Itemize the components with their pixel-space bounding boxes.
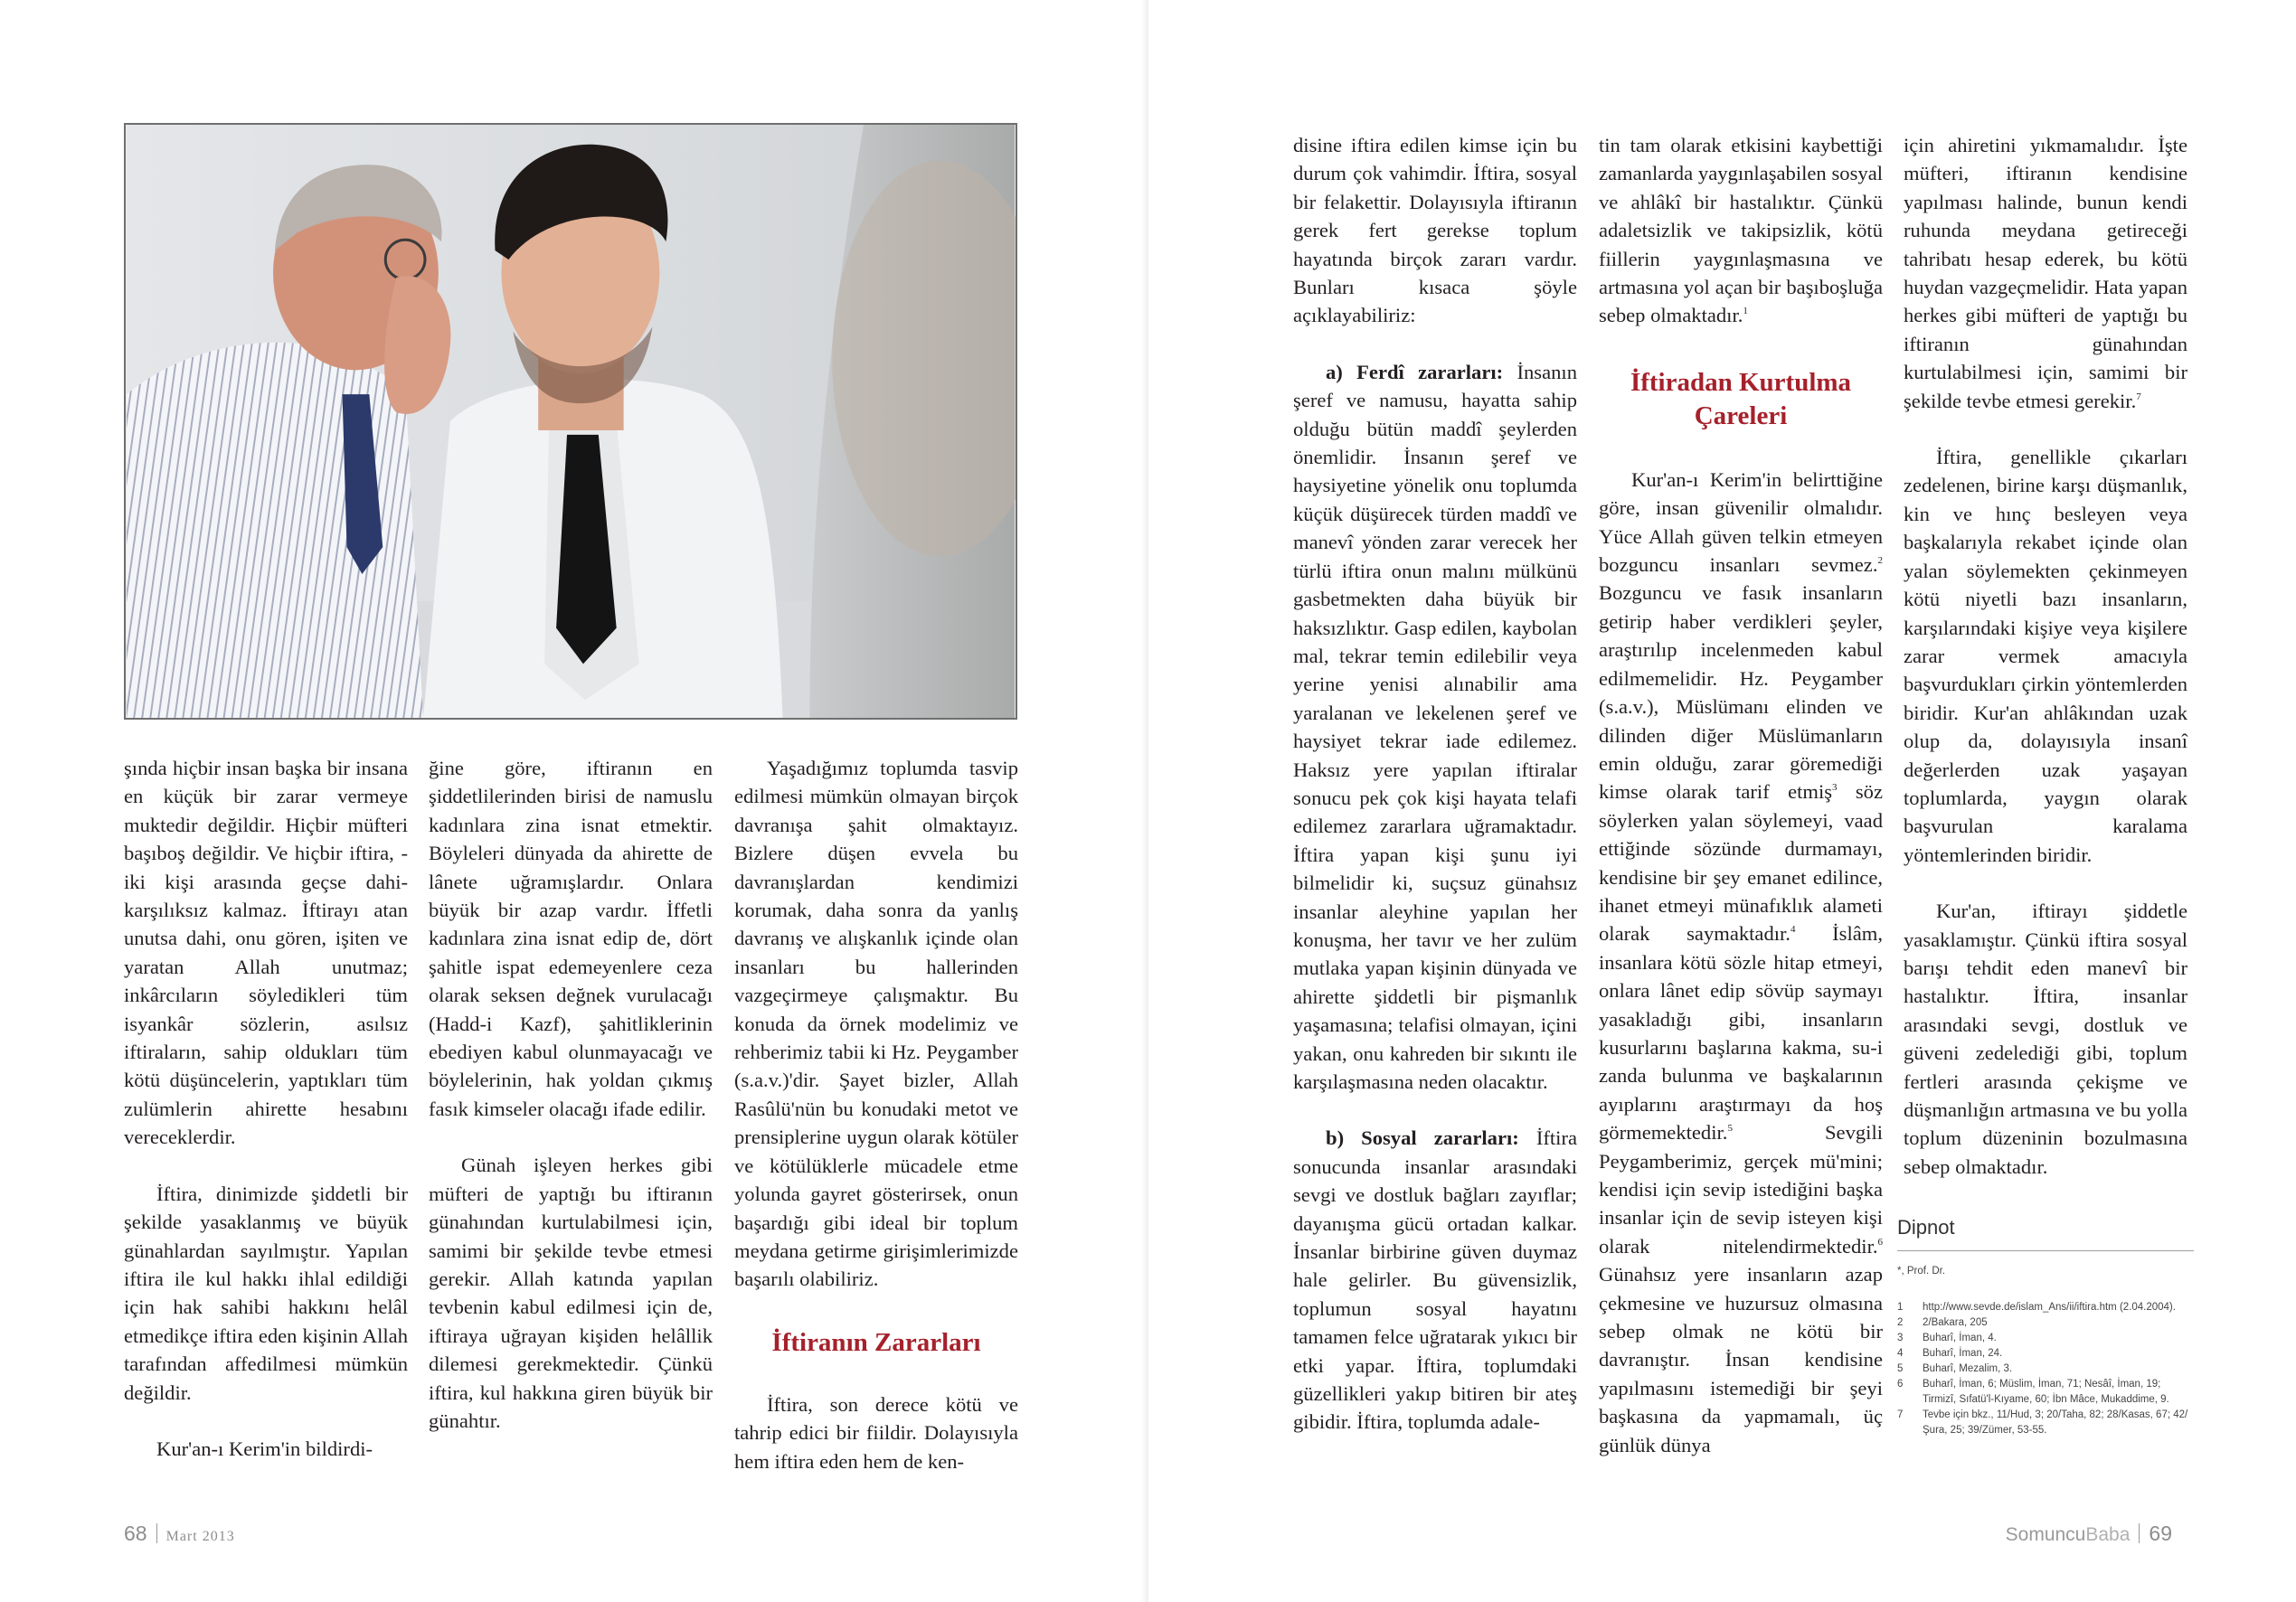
footnote-item (1897, 1362, 2194, 1377)
text-segment: İslâm, insanlara kötü sözle hitap etmeyi, onlara lânet edip sövüp saymayı yasakladığı gibi, insanların kusurlarını başlarına kakma, su-i zanda bulunma ve başkalarının ayıplarını araştırmayı da hoş görmemektedir. (1599, 922, 1884, 1145)
footnote-ref: 6 (1877, 1236, 1883, 1248)
footnotes-title: Dipnot (1897, 1216, 2194, 1251)
footnote-item (1897, 1300, 2194, 1315)
footnote-text: Buharî, Mezalim, 3. (1923, 1363, 2013, 1374)
text-segment: Kur'an-ı Kerim'in belirttiğine göre, insan güvenilir olmalıdır. Yüce Allah güven telkin etmeyen bozguncu insanları sevmez. (1599, 467, 1883, 577)
left-column-1 (124, 754, 408, 1463)
page-number: 69 (2149, 1522, 2172, 1545)
footnote-number: 2 (1897, 1317, 1904, 1328)
paragraph: a) Ferdî zararları: İnsanın şeref ve namusu, hayatta sahip olduğu bütün maddî şeylerden önemlidir. İnsanın şeref ve haysiyetine yönelik onu toplumda küçük düşürecek türden maddî ve manevî yönden zarar verecek her türlü iftira onun malını mülkünü gasbetmekten daha büyük bir haksızlıktır. Gasp edilen, kaybolan mal, tekrar temin edilebilir veya yerine yenisi alınabilir ama yaralanan ve lekelenen şeref ve haysiyet tekrar iade edilemez. Haksız yere yapılan iftiralar sonucu pek çok kişi hayata telafi edilemez zararlara uğramaktadır. İftira yapan kişi şunu iyi bilmelidir ki, suçsuz günahsız insanlar aleyhine yapılan her konuşma, her tavır ve her zulüm mutlaka yapan kişinin dünyada ve ahirette şiddetli bir pişmanlık yaşamasına; telafisi olmayan, içini yakan, onu kahreden bir sıkıntı ile karşılaşmasına neden olacaktır. (1293, 360, 1577, 1093)
right-column-2 (1599, 131, 1883, 1459)
article-photo (124, 123, 1017, 720)
footnote-number: 3 (1897, 1333, 1904, 1343)
paragraph: ğine göre, iftiranın en şiddetlilerinden birisi de namuslu kadınlara zina isnat etmektir. Böyleleri dünyada da ahirette de lânete uğramışlardır. Onlara büyük bir azap vardır. İffetli kadınlara zina isnat edip de, dört şahitle ispat edemeyenlere ceza olarak seksen değnek vurulacağı (Hadd-i Kazf), şahitliklerinin ebediyen kabul olunmayacağı ve böylelerinin, hak yoldan çıkmış fasık kimseler olacağı ifade edilir. (429, 757, 713, 1120)
footnote-text: Buharî, İman, 6; Müslim, İman, 71; Nesâî, İman, 19; Tirmizî, Sıfatü'l-Kıyame, 60; İbn Mâce, Mukaddime, 9. (1923, 1379, 2169, 1405)
footnotes (1897, 1216, 2194, 1438)
footnote-text: http://www.sevde.de/islam_Ans/ii/iftira.htm (2.04.2004). (1923, 1302, 2176, 1313)
paragraph: Günah işleyen herkes gibi müfteri de yaptığı bu iftiranın günahından kurtulabilmesi için, samimi bir şekilde tevbe etmesi gerekir. Allah katında yapılan tevbenin kabul edilmesi için de, iftiraya uğrayan kişiden helâllik dilemesi gerekmektedir. Çünkü iftira, kul hakkına giren büyük bir günahtır. (429, 1154, 713, 1432)
text-segment: Sevgili Peygamberimiz, gerçek mü'mini; kendisi için sevip istediğini başka insanlar için de sevip isteyen kişi olarak nitelendirmektedir. (1599, 1121, 1883, 1258)
footnote-number: 7 (1897, 1409, 1904, 1420)
footnote-number: 1 (1897, 1302, 1904, 1313)
paragraph: İftira, son derece kötü ve tahrip edici bir fiildir. Dolayısıyla hem iftira eden hem de ken- (734, 1392, 1018, 1473)
right-column-1 (1293, 131, 1577, 1437)
footnote-list (1897, 1300, 2194, 1438)
footnote-item (1897, 1408, 2194, 1438)
footnote-item (1897, 1331, 2194, 1346)
paragraph: Kur'an-ı Kerim'in bildirdi- (156, 1437, 373, 1460)
paragraph: İftira, genellikle çıkarları zedelenen, birine karşı düşmanlık, kin ve hınç besleyen veya başkalarıyla rekabet içinde olan yalan söylemekten çekinmeyen kötü niyetli bazı insanların, karşılarındaki kişiye veya kişilere zarar vermek amacıyla başvurdukları çirkin yöntemlerden biridir. Kur'an ahlâkından uzak olup da, dolayısıyla insanî değerlerden uzak yaşayan toplumlarda, yaygın olarak başvurulan karalama yöntemlerinden biridir. (1904, 446, 2187, 866)
two-men-whispering-photo (126, 125, 1016, 718)
footnote-text: Buharî, İman, 4. (1923, 1333, 1997, 1343)
paragraph: disine iftira edilen kimse için bu durum çok vahimdir. İftira, sosyal bir felakettir. Dolayısıyla iftiranın gerek fert gerekse toplum hayatında birçok zararı vardır. Bunları kısaca şöyle açıklayabiliriz: (1293, 134, 1577, 327)
footnote-text: 2/Bakara, 205 (1923, 1317, 1988, 1328)
text-segment: söz söylerken yalan söylemeyi, vaad ettiğinde sözünde durmamayı, kendisine bir şey emanet edilince, ihanet etmeyi münafıklık alameti olarak saymaktadır. (1599, 780, 1883, 946)
footnote-ref: 2 (1877, 555, 1883, 567)
footnote-number: 4 (1897, 1348, 1904, 1359)
paragraph: için ahiretini yıkmamalıdır. İşte müfteri, iftiranın kendisine yapılması halinde, bunun kendi ruhunda meydana getireceği tahribatı hesap ederek, bu kötü huydan vazgeçmelidir. Hata yapan herkes gibi müfteri de yaptığı bu iftiranın günahından kurtulabilmesi için, samimi bir şekilde tevbe etmesi gerekir.$^7$ (1904, 134, 2187, 412)
text-segment: Günahsız yere insanların azap çekmesine ve huzursuz olmasına sebep olmak ne kötü bir davranıştır. İnsan kendisine yapılmasını istemediği bir şeyi başkasına da yapmamalı, üç günlük dünya (1599, 1263, 1883, 1456)
paragraph (1599, 466, 1883, 1459)
footnote-ref: 1 (1743, 306, 1748, 317)
paragraph: b) Sosyal zararları: İftira sonucunda insanlar arasındaki sevgi ve dostluk bağları zayıflar; dayanışma gücü ortadan kalkar. İnsanlar birbirine güven duymaz hale gelirler. Bu güvensizlik, toplumun sosyal hayatını tamamen felce uğratarak yıkıcı bir etki yapar. İftira, toplumdaki güzellikleri yakıp bitiren bir ateş gibidir. İftira, toplumda adale- (1293, 1126, 1577, 1434)
paragraph: tin tam olarak etkisini kaybettiği zamanlarda yaygınlaşabilen sosyal ve ahlâkî bir hastalıktır. Çünkü adaletsizlik ve takipsizlik, kötü fiillerin yaygınlaşmasına ve artmasına yol açan bir başıboşluğa sebep olmaktadır.$^1$ (1599, 134, 1883, 327)
magazine-logo: SomuncuBaba (2005, 1524, 2131, 1545)
left-column-3 (734, 754, 1018, 1475)
right-column-3 (1904, 131, 2187, 1181)
page-folio-right (2006, 1522, 2172, 1546)
issue-month: Mart 2013 (165, 1529, 235, 1544)
footnote-item (1897, 1315, 2194, 1331)
paragraph: Yaşadığımız toplumda tasvip edilmesi mümkün olmayan birçok davranışa şahit olmaktayız. Bizlere düşen evvela bu davranışlardan kendimizi korumak, daha sonra da yanlış davranış ve alışkanlık içinde olan insanları bu hallerinden vazgeçirmeye çalışmaktır. Bu konuda da örnek modelimiz ve rehberimiz tabii ki Hz. Peygamber (s.a.v.)'dir. Şayet bizler, Allah Rasûlü'nün bu konudaki metot ve prensiplerine uygun olarak kötüler ve kötülüklerle mücadele etme yolunda gayret gösterirsek, onun başardığı gibi ideal bir toplum meydana getirme girişimlerimizde başarılı olabiliriz. (734, 757, 1018, 1291)
footnote-item (1897, 1377, 2194, 1408)
footnote-item (1897, 1346, 2194, 1362)
footnote-number: 6 (1897, 1379, 1904, 1390)
footnote-ref: 4 (1790, 924, 1796, 936)
section-heading: İftiranın Zararları (771, 1327, 981, 1357)
paragraph: Kur'an, iftirayı şiddetle yasaklamıştır. Çünkü iftira sosyal barışı tehdit eden manevî bir hastalıktır. İftira, insanlar arasındaki sevgi, dostluk ve güveni zedelediği gibi, toplum fertleri arasında çekişme ve düşmanlığın artmasına ve bu yolla toplum düzeninin bozulmasına sebep olmaktadır. (1904, 900, 2187, 1178)
section-heading: İftiradan Kurtulma Çareleri (1630, 367, 1852, 430)
paragraph: İftira, dinimizde şiddetli bir şekilde yasaklanmış ve büyük günahlardan sayılmıştır. Yapılan iftira ile kul hakkı ihlal edildiği için hak sahibi hakkını helâl etmedikçe iftira eden kişinin Allah tarafından affedilmesi mümkün değildir. (124, 1182, 408, 1404)
page-number: 68 (124, 1522, 147, 1545)
footnote-number: 5 (1897, 1363, 1904, 1374)
paragraph: şında hiçbir insan başka bir insana en küçük bir zarar vermeye muktedir değildir. Hiçbir müfteri başıboş değildir. Ve hiçbir iftira, -iki kişi arasında geçse dahi- karşılıksız kalmaz. İftirayı atan unutsa dahi, onu gören, işiten ve yaratan Allah unutmaz; inkârcıların söyledikleri tüm isyankâr sözlerin, asılsız iftiraların, sahip oldukları tüm kötü düşüncelerin, yaptıkları tüm zulümlerin ahirette hesabını vereceklerdir. (124, 757, 408, 1149)
footnote-ref: 5 (1727, 1123, 1733, 1135)
left-column-2 (429, 754, 713, 1435)
subheading-ferdi: a) Ferdî zararları: (1326, 360, 1504, 383)
author-note: *, Prof. Dr. (1897, 1266, 1946, 1277)
footnote-text: Buharî, İman, 24. (1923, 1348, 2003, 1359)
footnote-ref: 7 (2136, 391, 2141, 402)
footnote-ref: 3 (1832, 782, 1838, 794)
subheading-sosyal: b) Sosyal zararları: (1326, 1126, 1519, 1150)
page-folio-left (124, 1522, 235, 1546)
footnote-text: Tevbe için bkz., 11/Hud, 3; 20/Taha, 82; 28/Kasas, 67; 42/Şura, 25; 39/Zümer, 53-55. (1923, 1409, 2188, 1436)
text-segment: Bozguncu ve fasık insanların getirip haber verdikleri şeyler, araştırılıp incelenmeden kabul edilmemelidir. Hz. Peygamber (s.a.v.), Müslümanı elinden ve dilinden diğer Müslümanların emin olduğu, zarar göremediği kimse olarak tarif etmiş (1599, 581, 1883, 804)
